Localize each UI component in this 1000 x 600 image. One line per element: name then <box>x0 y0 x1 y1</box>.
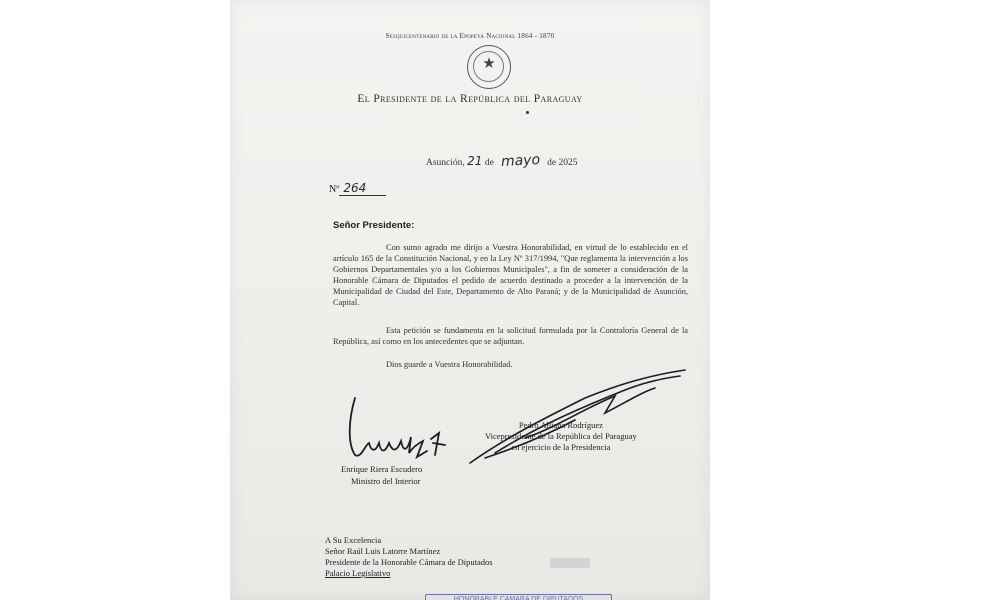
body-paragraph-1: Con sumo agrado me dirijo a Vuestra Honorabilidad, en virtud de lo establecido en el artículo 165 de la Constitución Nacional, y en la Ley Nº 317/1994, "Que reglamenta la intervención a los Gobiernos Departamentales y/o a los Gobiernos Municipales", a fin de someter a consideración de la Honorable Cámara de Diputados el pedido de acuerdo destinado a proceder a la intervención de la Municipalidad de Ciudad del Este, Departamento de Alto Paraná; y de la Municipalidad de Asunción, Capital. <box>333 243 688 307</box>
number-value: 264 <box>339 181 386 196</box>
right-signature <box>465 368 690 468</box>
addressee-line-3: Presidente de la Honorable Cámara de Diputados <box>325 557 493 567</box>
received-stamp: HONORABLE CAMARA DE DIPUTADOS <box>425 594 612 600</box>
addressee-line-2: Señor Raúl Luis Latorre Martínez <box>325 546 441 556</box>
salutation: Señor Presidente: <box>333 220 415 231</box>
body-paragraph-3: Dios guarde a Vuestra Honorabilidad. <box>386 360 513 369</box>
left-signatory-name: Enrique Riera Escudero <box>341 464 423 474</box>
faint-stamp-mark <box>550 558 590 568</box>
right-signatory-name: Pedro Alliana Rodríguez <box>518 420 603 430</box>
right-signatory-role-2: en ejercicio de la Presidencia <box>511 442 611 452</box>
document-number <box>329 181 386 195</box>
date-day: 21 <box>467 154 483 168</box>
president-heading: El Presidente de la República del Paraguay <box>357 93 583 105</box>
left-signature <box>347 393 457 463</box>
date-month: mayo <box>500 151 541 171</box>
date-line <box>426 153 577 169</box>
ink-dot <box>526 111 529 114</box>
addressee-block <box>325 535 493 579</box>
document-page <box>230 0 710 600</box>
left-signatory-role: Ministro del Interior <box>351 476 421 486</box>
addressee-line-4: Palacio Legislativo <box>325 568 391 578</box>
right-signatory-role-1: Vicepresidente de la República del Paraguay <box>485 431 637 441</box>
date-de2: de <box>547 158 557 168</box>
body-paragraph-2: Esta petición se fundamenta en la solicitud formulada por la Contraloría General de la República, así como en los antecedentes que se adjuntan. <box>333 326 688 346</box>
date-year: 2025 <box>558 158 578 168</box>
national-seal: ★ <box>467 45 511 89</box>
date-de1: de <box>484 158 494 168</box>
date-city: Asunción, <box>426 158 465 168</box>
number-label: Nº <box>329 184 340 195</box>
addressee-line-1: A Su Excelencia <box>325 535 382 545</box>
sesquicentenario-heading: Sesquicentenario de la Epopeya Nacional 1864 - 1870 <box>385 32 555 40</box>
